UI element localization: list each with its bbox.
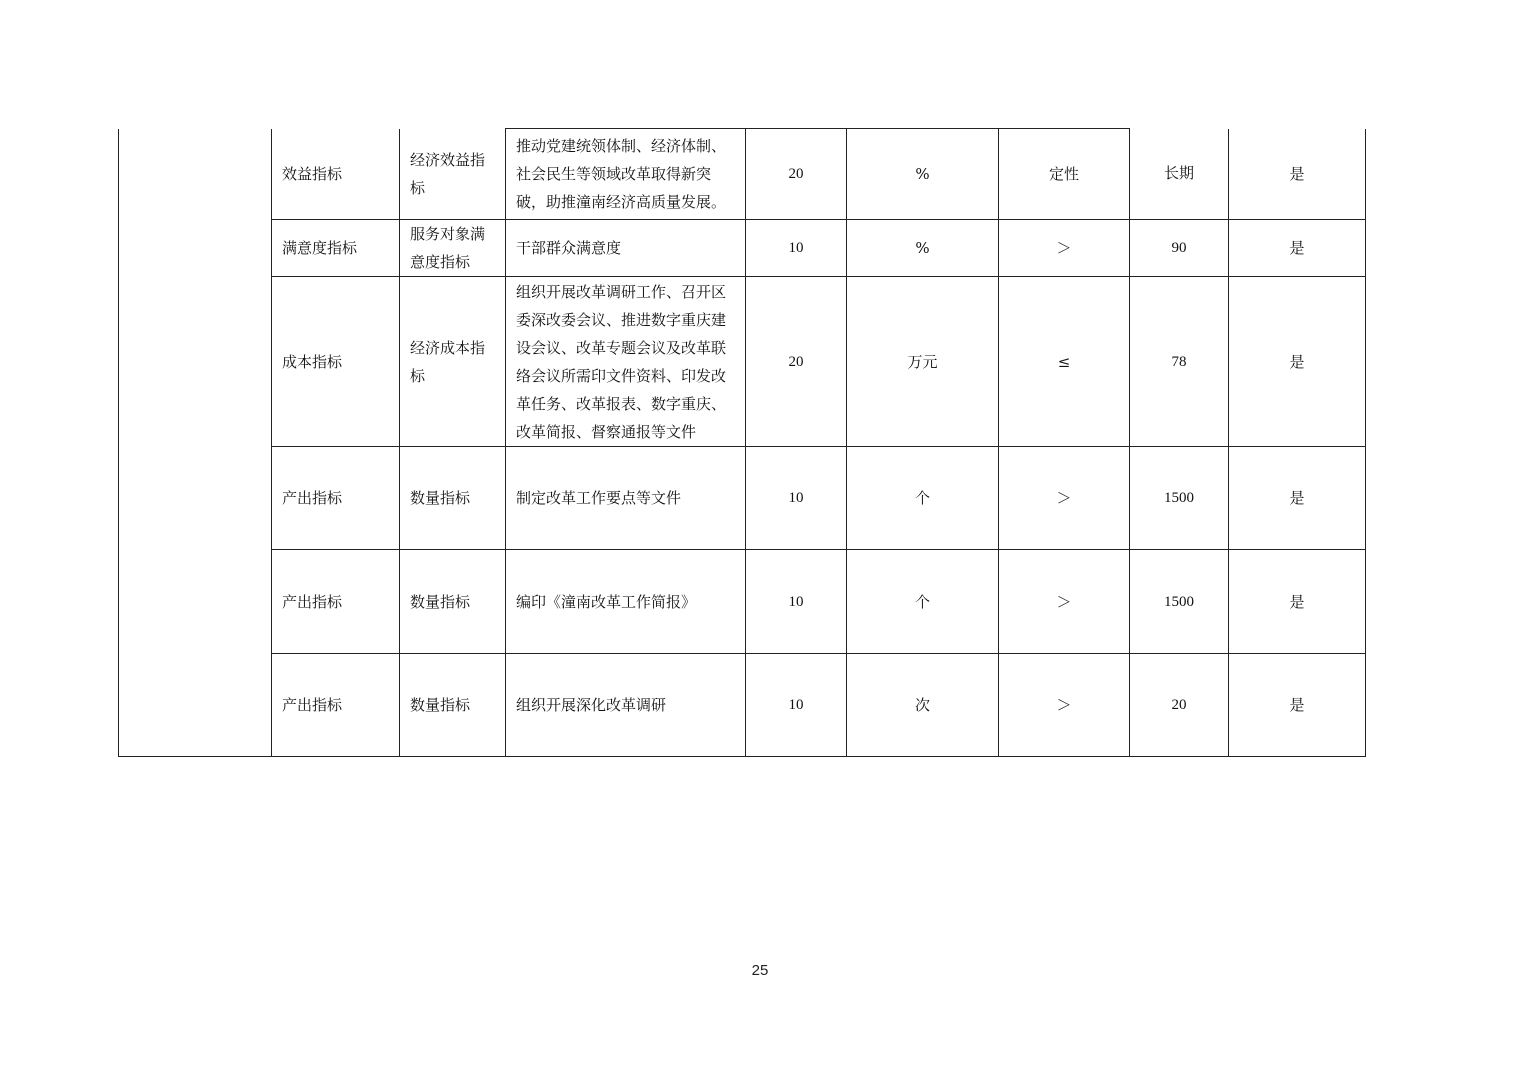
indicator-description-cell: 组织开展深化改革调研 [506, 654, 746, 757]
table-row [119, 550, 1366, 654]
unit-cell: 个 [847, 550, 999, 654]
unit-cell: % [847, 220, 999, 277]
target-value-cell: 20 [1130, 654, 1229, 757]
indicator-description-cell: 编印《潼南改革工作简报》 [506, 550, 746, 654]
weight-cell: 20 [746, 129, 847, 220]
table-row [119, 654, 1366, 757]
target-value-cell: 1500 [1130, 447, 1229, 550]
merged-project-cell [119, 129, 272, 757]
level1-indicator-cell: 产出指标 [272, 654, 400, 757]
core-indicator-flag-cell: 是 [1229, 129, 1366, 220]
unit-cell: % [847, 129, 999, 220]
operator-cell: ＞ [999, 654, 1130, 757]
table-row [119, 129, 1366, 220]
level1-indicator-cell: 产出指标 [272, 550, 400, 654]
table-row [119, 447, 1366, 550]
weight-cell: 10 [746, 447, 847, 550]
level2-indicator-cell: 服务对象满意度指标 [400, 220, 506, 277]
weight-cell: 20 [746, 277, 847, 447]
indicator-description-cell: 组织开展改革调研工作、召开区委深改委会议、推进数字重庆建设会议、改革专题会议及改革联络会议所需印文件资料、印发改革任务、改革报表、数字重庆、改革简报、督察通报等文件 [506, 277, 746, 447]
core-indicator-flag-cell: 是 [1229, 654, 1366, 757]
indicator-description-cell: 推动党建统领体制、经济体制、社会民生等领域改革取得新突破，助推潼南经济高质量发展。 [506, 129, 746, 220]
operator-cell: 定性 [999, 129, 1130, 220]
indicator-description-cell: 干部群众满意度 [506, 220, 746, 277]
weight-cell: 10 [746, 550, 847, 654]
indicator-description-cell: 制定改革工作要点等文件 [506, 447, 746, 550]
weight-cell: 10 [746, 654, 847, 757]
unit-cell: 次 [847, 654, 999, 757]
level1-indicator-cell: 满意度指标 [272, 220, 400, 277]
unit-cell: 个 [847, 447, 999, 550]
core-indicator-flag-cell: 是 [1229, 220, 1366, 277]
unit-cell: 万元 [847, 277, 999, 447]
core-indicator-flag-cell: 是 [1229, 277, 1366, 447]
weight-cell: 10 [746, 220, 847, 277]
level1-indicator-cell: 效益指标 [272, 129, 400, 220]
target-value-cell: 长期 [1130, 129, 1229, 220]
operator-cell: ≤ [999, 277, 1130, 447]
indicator-table-container [118, 128, 1366, 757]
core-indicator-flag-cell: 是 [1229, 550, 1366, 654]
level1-indicator-cell: 产出指标 [272, 447, 400, 550]
page-number: 25 [751, 962, 769, 979]
table-row [119, 220, 1366, 277]
level1-indicator-cell: 成本指标 [272, 277, 400, 447]
level2-indicator-cell: 数量指标 [400, 447, 506, 550]
target-value-cell: 78 [1130, 277, 1229, 447]
core-indicator-flag-cell: 是 [1229, 447, 1366, 550]
table-row [119, 277, 1366, 447]
level2-indicator-cell: 数量指标 [400, 550, 506, 654]
target-value-cell: 1500 [1130, 550, 1229, 654]
operator-cell: ＞ [999, 220, 1130, 277]
target-value-cell: 90 [1130, 220, 1229, 277]
level2-indicator-cell: 经济效益指标 [400, 129, 506, 220]
operator-cell: ＞ [999, 550, 1130, 654]
level2-indicator-cell: 数量指标 [400, 654, 506, 757]
performance-indicator-table [118, 128, 1366, 757]
operator-cell: ＞ [999, 447, 1130, 550]
level2-indicator-cell: 经济成本指标 [400, 277, 506, 447]
